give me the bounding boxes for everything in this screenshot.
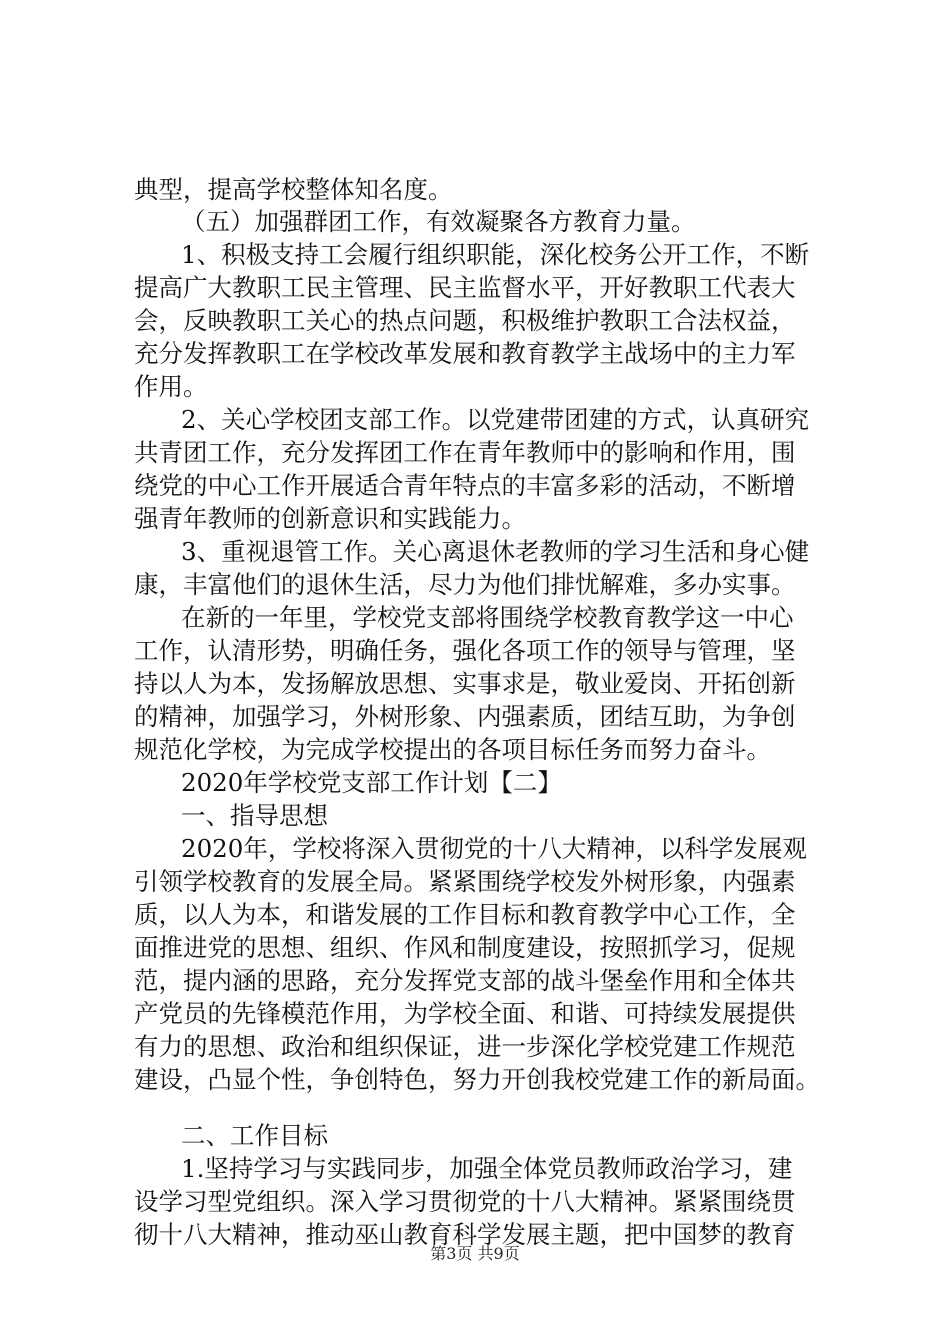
text-line: 1.坚持学习与实践同步，加强全体党员教师政治学习，建 <box>181 1154 793 1183</box>
text-line: 提高广大教职工民主管理、民主监督水平，开好教职工代表大 <box>134 273 796 302</box>
page-number-footer <box>0 1244 950 1264</box>
text-line: 绕党的中心工作开展适合青年特点的丰富多彩的活动，不断增 <box>134 471 796 500</box>
text-line: 2、关心学校团支部工作。以党建带团建的方式，认真研究 <box>181 405 810 434</box>
text-line: 设学习型党组织。深入学习贯彻党的十八大精神。紧紧围绕贯 <box>134 1187 796 1216</box>
text-line: 3、重视退管工作。关心离退休老教师的学习生活和身心健 <box>181 537 810 566</box>
text-line: 面推进党的思想、组织、作风和制度建设，按照抓学习，促规 <box>134 933 796 962</box>
text-line: 持以人为本，发扬解放思想、实事求是，敬业爱岗、开拓创新 <box>134 669 796 698</box>
text-line: 的精神，加强学习，外树形象、内强素质，团结互助，为争创 <box>134 702 796 731</box>
section-heading: （五）加强群团工作，有效凝聚各方教育力量。 <box>181 207 696 236</box>
text-line: 规范化学校，为完成学校提出的各项目标任务而努力奋斗。 <box>134 735 771 764</box>
text-line: 作用。 <box>134 372 208 401</box>
text-line: 范，提内涵的思路，充分发挥党支部的战斗堡垒作用和全体共 <box>134 966 796 995</box>
text-line: 强青年教师的创新意识和实践能力。 <box>134 504 526 533</box>
document-subtitle: 2020年学校党支部工作计划【二】 <box>181 768 562 797</box>
text-line: 典型，提高学校整体知名度。 <box>134 175 453 204</box>
page-info: 第3页 共9页 <box>430 1244 520 1263</box>
text-line: 共青团工作，充分发挥团工作在青年教师中的影响和作用，围 <box>134 438 796 467</box>
text-line: 1、积极支持工会履行组织职能，深化校务公开工作，不断 <box>181 240 810 269</box>
text-line: 引领学校教育的发展全局。紧紧围绕学校发外树形象，内强素 <box>134 867 796 896</box>
text-line: 2020年，学校将深入贯彻党的十八大精神，以科学发展观 <box>181 834 807 863</box>
text-line: 彻十八大精神，推动巫山教育科学发展主题，把中国梦的教育 <box>134 1220 796 1249</box>
text-line: 会，反映教职工关心的热点问题，积极维护教职工合法权益， <box>134 306 796 335</box>
text-line: 产党员的先锋模范作用，为学校全面、和谐、可持续发展提供 <box>134 999 796 1028</box>
section-heading: 二、工作目标 <box>181 1121 328 1150</box>
text-line: 质，以人为本，和谐发展的工作目标和教育教学中心工作，全 <box>134 900 796 929</box>
text-line: 建设，凸显个性，争创特色，努力开创我校党建工作的新局面。 <box>134 1065 820 1094</box>
section-heading: 一、指导思想 <box>181 801 328 830</box>
text-line: 工作，认清形势，明确任务，强化各项工作的领导与管理，坚 <box>134 636 796 665</box>
text-line: 康，丰富他们的退休生活，尽力为他们排忧解难，多办实事。 <box>134 570 796 599</box>
text-line: 在新的一年里，学校党支部将围绕学校教育教学这一中心 <box>181 603 794 632</box>
text-line: 有力的思想、政治和组织保证，进一步深化学校党建工作规范 <box>134 1032 796 1061</box>
text-line: 充分发挥教职工在学校改革发展和教育教学主战场中的主力军 <box>134 339 796 368</box>
